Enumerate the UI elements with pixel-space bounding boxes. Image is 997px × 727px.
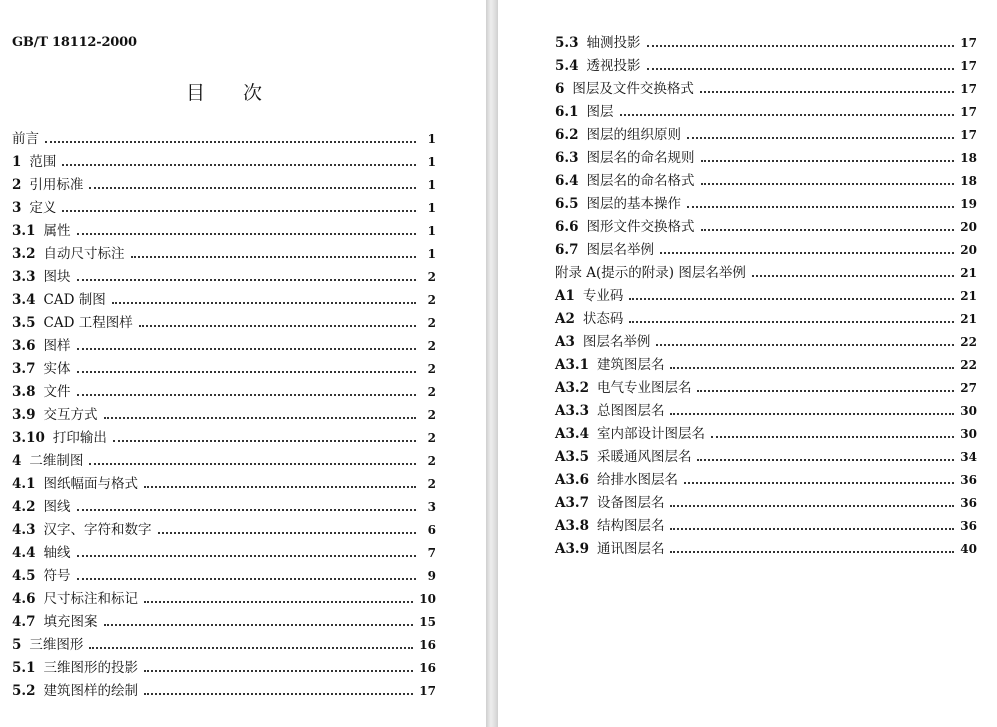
toc-leader-dots: [112, 302, 416, 304]
toc-leader-dots: [144, 670, 413, 672]
toc-entry: [555, 55, 977, 78]
toc-entry-number: A3.9: [555, 541, 589, 557]
toc-entry-page: 2: [427, 454, 436, 468]
toc-entry-page: 17: [960, 82, 977, 96]
toc-entry-title: 图层名的命名格式: [586, 173, 695, 189]
toc-entry-page: 2: [427, 270, 436, 284]
toc-entry-title: 三维图形的投影: [43, 660, 138, 676]
toc-entry-number: 3.6: [12, 338, 36, 354]
toc-entry: [12, 519, 436, 542]
toc-entry-title: 设备图层名: [596, 495, 665, 511]
toc-entry-number: 3.1: [12, 223, 36, 239]
toc-entry: [555, 262, 977, 285]
toc-entry: [555, 538, 977, 561]
toc-entry: [12, 174, 436, 197]
toc-entry-number: 5.4: [555, 58, 579, 74]
toc-entry-title: 图层: [586, 104, 614, 120]
toc-entry-page: 2: [427, 316, 436, 330]
toc-entry-title: 文件: [43, 384, 71, 400]
toc-entry-number: 3.3: [12, 269, 36, 285]
toc-leader-dots: [144, 601, 413, 603]
toc-leader-dots: [670, 528, 954, 530]
toc-entry-title: 专业码: [582, 288, 624, 304]
toc-entry-number: 3.10: [12, 430, 45, 446]
toc-entry-page: 20: [960, 243, 977, 257]
toc-entry: [555, 469, 977, 492]
toc-entry-number: 4.6: [12, 591, 36, 607]
toc-leader-dots: [701, 160, 955, 162]
toc-entry-title: 图层名举例: [586, 242, 654, 258]
toc-entry-number: 5.2: [12, 683, 36, 699]
toc-entry-title: 轴线: [43, 545, 71, 561]
toc-entry-title: 前言: [12, 131, 39, 147]
toc-entry: [12, 611, 436, 634]
toc-entry: [555, 446, 977, 469]
toc-entry-title: 符号: [43, 568, 71, 584]
toc-entry-number: A1: [555, 288, 575, 304]
toc-entry-title: 轴测投影: [586, 35, 641, 51]
toc-leader-dots: [687, 206, 954, 208]
toc-entry-page: 18: [960, 174, 977, 188]
toc-entry-page: 16: [419, 638, 436, 652]
toc-entry-title: 室内部设计图层名: [596, 426, 705, 442]
toc-entry: [12, 496, 436, 519]
toc-entry-number: A3.6: [555, 472, 589, 488]
toc-entry-page: 7: [427, 546, 436, 560]
toc-entry-page: 21: [960, 266, 977, 280]
toc-leader-dots: [139, 325, 416, 327]
toc-entry: [555, 216, 977, 239]
toc-entry-number: A3.3: [555, 403, 589, 419]
toc-leader-dots: [77, 555, 417, 557]
toc-entry: [12, 450, 436, 473]
toc-entry: [12, 243, 436, 266]
toc-leader-dots: [684, 482, 954, 484]
toc-entry: [555, 377, 977, 400]
toc-entry: [12, 588, 436, 611]
toc-entry-number: A2: [555, 311, 575, 327]
toc-entry-number: 4.1: [12, 476, 36, 492]
toc-leader-dots: [701, 183, 955, 185]
toc-entry: [555, 101, 977, 124]
toc-entry-number: 3.2: [12, 246, 36, 262]
toc-entry-title: 图层的基本操作: [586, 196, 681, 212]
toc-entry-number: A3: [555, 334, 575, 350]
toc-entry: [12, 335, 436, 358]
toc-entry-page: 40: [960, 542, 977, 556]
toc-leader-dots: [131, 256, 417, 258]
toc-entry-page: 17: [960, 36, 977, 50]
toc-entry: [555, 32, 977, 55]
toc-entry-title: 引用标准: [29, 177, 84, 193]
toc-entry: [555, 170, 977, 193]
toc-entry-title: 实体: [43, 361, 71, 377]
toc-entry-title: 图层名举例: [582, 334, 651, 350]
toc-entry-page: 1: [427, 224, 436, 238]
toc-entry-page: 1: [427, 132, 436, 146]
toc-entry-page: 2: [427, 477, 436, 491]
toc-entry-title: 透视投影: [586, 58, 641, 74]
toc-entry: [555, 354, 977, 377]
toc-entry-number: 2: [12, 177, 22, 193]
toc-leader-dots: [89, 187, 416, 189]
toc-entry-page: 9: [427, 569, 436, 583]
toc-entry-number: 6.1: [555, 104, 579, 120]
toc-entry-number: 6.6: [555, 219, 579, 235]
toc-leader-dots: [77, 509, 417, 511]
toc-entry-page: 34: [960, 450, 977, 464]
toc-entry-page: 2: [427, 293, 436, 307]
toc-entry-title: 电气专业图层名: [596, 380, 692, 396]
toc-entry-number: 4.5: [12, 568, 36, 584]
toc-leader-dots: [670, 505, 954, 507]
toc-entry-title: 二维制图: [29, 453, 84, 469]
toc-entry-page: 22: [960, 335, 977, 349]
toc-leader-dots: [77, 371, 417, 373]
toc-entry-title: CAD 制图: [43, 292, 106, 308]
toc-leader-dots: [711, 436, 954, 438]
toc-entry-number: 4: [12, 453, 22, 469]
toc-entry-number: 1: [12, 154, 22, 170]
toc-title-char-2: 次: [243, 82, 263, 104]
toc-leader-dots: [687, 137, 954, 139]
toc-entry-number: 5: [12, 637, 22, 653]
toc-entry-number: 4.2: [12, 499, 36, 515]
toc-entry-page: 3: [427, 500, 436, 514]
toc-entry-page: 1: [427, 155, 436, 169]
toc-entry-page: 2: [427, 431, 436, 445]
toc-entry-title: 定义: [29, 200, 57, 216]
toc-entry-number: 4.3: [12, 522, 36, 538]
toc-entry-title: 图样: [43, 338, 71, 354]
toc-entry-page: 1: [427, 247, 436, 261]
toc-entry-title: 范围: [29, 154, 57, 170]
toc-entry-page: 36: [960, 519, 977, 533]
toc-entry-title: 图层及文件交换格式: [572, 81, 694, 97]
toc-entry-page: 6: [427, 523, 436, 537]
toc-leader-dots: [113, 440, 416, 442]
toc-entry-number: 5.3: [555, 35, 579, 51]
toc-leader-dots: [62, 210, 416, 212]
toc-leader-dots: [660, 252, 954, 254]
toc-title-char-1: 目: [186, 82, 206, 104]
toc-entry-page: 21: [960, 312, 977, 326]
toc-leader-dots: [700, 91, 954, 93]
toc-entry-title: 采暖通风图层名: [596, 449, 692, 465]
toc-entry-number: A3.2: [555, 380, 589, 396]
toc-entry-title: 填充图案: [43, 614, 98, 630]
toc-entry-title: 状态码: [582, 311, 624, 327]
toc-leader-dots: [62, 164, 416, 166]
toc-entry: [12, 473, 436, 496]
toc-entry-number: 6.3: [555, 150, 579, 166]
toc-leader-dots: [144, 486, 416, 488]
toc-leader-dots: [104, 417, 417, 419]
toc-entry-title: 图块: [43, 269, 71, 285]
toc-list-left: [12, 128, 436, 703]
toc-leader-dots: [45, 141, 416, 143]
toc-entry-number: 4.4: [12, 545, 36, 561]
toc-entry-title: 建筑图样的绘制: [43, 683, 138, 699]
toc-entry-page: 15: [419, 615, 436, 629]
toc-entry: [12, 657, 436, 680]
toc-entry: [555, 331, 977, 354]
toc-entry: [12, 266, 436, 289]
toc-entry-page: 16: [419, 661, 436, 675]
toc-entry: [12, 680, 436, 703]
toc-entry-number: 3.7: [12, 361, 36, 377]
toc-title: [186, 78, 262, 105]
toc-leader-dots: [620, 114, 955, 116]
toc-entry: [555, 308, 977, 331]
toc-entry-title: CAD 工程图样: [43, 315, 133, 331]
page-gutter: [486, 0, 498, 727]
toc-entry: [555, 423, 977, 446]
toc-entry-page: 10: [419, 592, 436, 606]
toc-entry-title: 自动尺寸标注: [43, 246, 125, 262]
toc-entry-page: 17: [419, 684, 436, 698]
toc-leader-dots: [697, 459, 954, 461]
toc-entry: [555, 515, 977, 538]
toc-leader-dots: [89, 463, 416, 465]
toc-entry: [12, 197, 436, 220]
toc-entry-number: 3.8: [12, 384, 36, 400]
toc-leader-dots: [670, 367, 954, 369]
toc-leader-dots: [670, 551, 954, 553]
toc-entry-number: A3.1: [555, 357, 589, 373]
toc-entry: [555, 124, 977, 147]
toc-entry-page: 20: [960, 220, 977, 234]
toc-entry-number: 6.4: [555, 173, 579, 189]
toc-entry-title: 汉字、字符和数字: [43, 522, 152, 538]
toc-entry-number: A3.7: [555, 495, 589, 511]
toc-leader-dots: [647, 45, 955, 47]
toc-entry-number: 3.4: [12, 292, 36, 308]
toc-entry: [555, 400, 977, 423]
toc-entry: [12, 128, 436, 151]
toc-entry-title: 三维图形: [29, 637, 84, 653]
toc-entry: [12, 358, 436, 381]
toc-entry-page: 18: [960, 151, 977, 165]
toc-entry-page: 2: [427, 339, 436, 353]
toc-entry-title: 属性: [43, 223, 71, 239]
toc-entry-page: 17: [960, 59, 977, 73]
toc-entry-title: 给排水图层名: [596, 472, 678, 488]
toc-entry: [555, 285, 977, 308]
toc-entry-page: 27: [960, 381, 977, 395]
toc-entry-title: 打印输出: [52, 430, 107, 446]
toc-entry-title: 图层名的命名规则: [586, 150, 695, 166]
toc-leader-dots: [77, 578, 417, 580]
toc-entry-number: 5.1: [12, 660, 36, 676]
toc-leader-dots: [752, 275, 954, 277]
toc-leader-dots: [77, 233, 417, 235]
toc-entry-number: A3.8: [555, 518, 589, 534]
toc-entry-page: 2: [427, 385, 436, 399]
toc-entry: [12, 565, 436, 588]
toc-entry-page: 1: [427, 201, 436, 215]
toc-entry: [555, 492, 977, 515]
toc-entry-page: 17: [960, 128, 977, 142]
toc-entry-title: 图层的组织原则: [586, 127, 681, 143]
toc-entry-number: 6.5: [555, 196, 579, 212]
toc-entry: [555, 78, 977, 101]
toc-entry-title: 总图图层名: [596, 403, 665, 419]
toc-leader-dots: [77, 279, 417, 281]
toc-entry: [12, 151, 436, 174]
toc-entry-number: 6.2: [555, 127, 579, 143]
toc-entry-page: 36: [960, 473, 977, 487]
toc-entry-page: 17: [960, 105, 977, 119]
toc-leader-dots: [77, 348, 417, 350]
toc-entry-number: A3.5: [555, 449, 589, 465]
toc-leader-dots: [629, 321, 954, 323]
toc-leader-dots: [656, 344, 954, 346]
toc-entry-title: 图线: [43, 499, 71, 515]
toc-entry: [12, 542, 436, 565]
toc-entry-page: 2: [427, 362, 436, 376]
toc-entry: [12, 404, 436, 427]
toc-leader-dots: [629, 298, 954, 300]
toc-entry: [12, 427, 436, 450]
toc-entry-page: 1: [427, 178, 436, 192]
toc-entry-title: 通讯图层名: [596, 541, 665, 557]
toc-entry-page: 30: [960, 427, 977, 441]
toc-entry: [12, 634, 436, 657]
toc-entry-page: 2: [427, 408, 436, 422]
toc-entry-title: 尺寸标注和标记: [43, 591, 138, 607]
toc-entry: [555, 239, 977, 262]
toc-entry-title: 图纸幅面与格式: [43, 476, 138, 492]
toc-entry-number: 6.7: [555, 242, 579, 258]
toc-leader-dots: [647, 68, 955, 70]
toc-leader-dots: [104, 624, 414, 626]
toc-entry: [12, 312, 436, 335]
toc-list-right: [555, 32, 977, 561]
toc-entry-number: 3: [12, 200, 22, 216]
toc-entry: [12, 289, 436, 312]
toc-entry-page: 22: [960, 358, 977, 372]
right-page: [498, 0, 997, 727]
toc-entry-number: 3.5: [12, 315, 36, 331]
toc-entry-page: 36: [960, 496, 977, 510]
toc-leader-dots: [144, 693, 413, 695]
toc-leader-dots: [89, 647, 413, 649]
toc-entry-page: 30: [960, 404, 977, 418]
toc-leader-dots: [77, 394, 417, 396]
toc-entry-number: A3.4: [555, 426, 589, 442]
toc-entry: [12, 220, 436, 243]
standard-code: GB/T 18112-2000: [12, 35, 137, 50]
toc-entry-title: 建筑图层名: [596, 357, 665, 373]
toc-leader-dots: [158, 532, 417, 534]
toc-entry-title: 附录 A(提示的附录) 图层名举例: [555, 265, 746, 281]
toc-leader-dots: [670, 413, 954, 415]
toc-entry: [12, 381, 436, 404]
toc-entry: [555, 147, 977, 170]
toc-entry-title: 交互方式: [43, 407, 98, 423]
toc-entry-title: 结构图层名: [596, 518, 665, 534]
toc-entry-number: 6: [555, 81, 565, 97]
toc-entry-number: 3.9: [12, 407, 36, 423]
left-page: [0, 0, 486, 727]
toc-entry-title: 图形文件交换格式: [586, 219, 695, 235]
toc-entry-number: 4.7: [12, 614, 36, 630]
toc-entry-page: 21: [960, 289, 977, 303]
toc-entry-page: 19: [960, 197, 977, 211]
toc-leader-dots: [701, 229, 955, 231]
toc-entry: [555, 193, 977, 216]
toc-leader-dots: [697, 390, 954, 392]
